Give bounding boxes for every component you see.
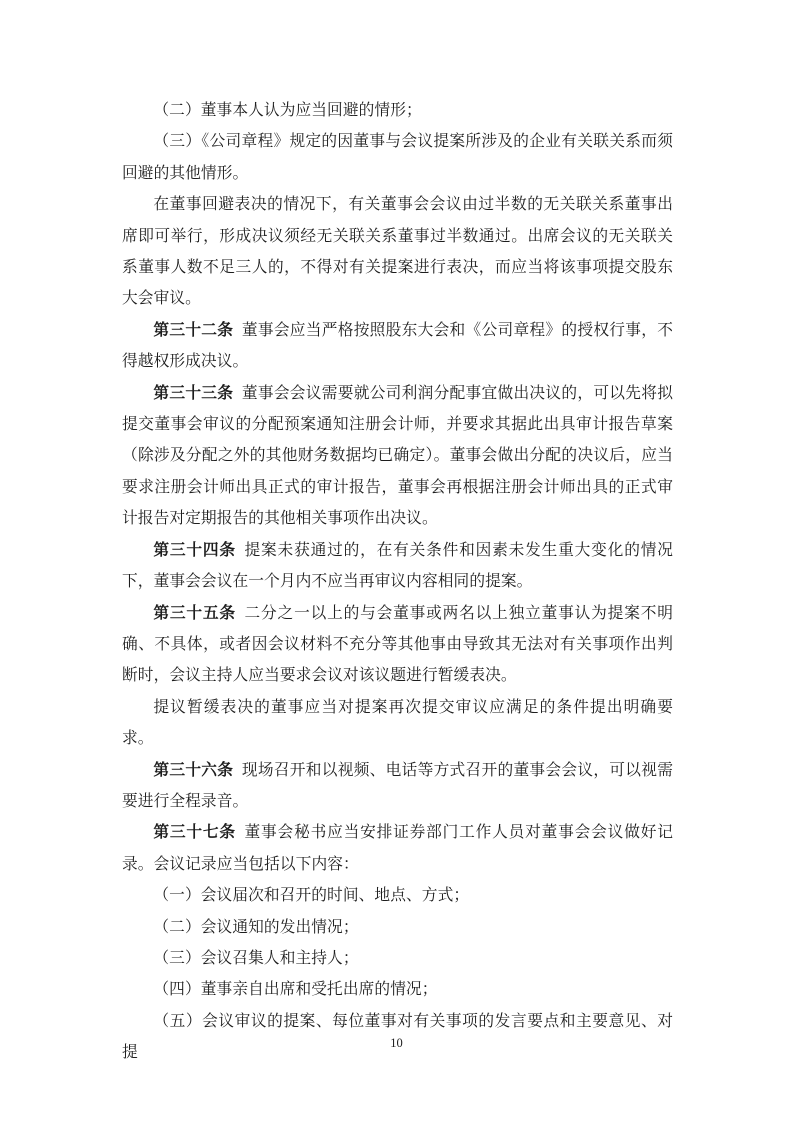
paragraph-text: 现场召开和以视频、电话等方式召开的董事会会议，可以视需要进行全程录音。: [122, 761, 674, 810]
article-number: 第三十四条: [153, 541, 236, 559]
paragraph-text: 二分之一以上的与会董事或两名以上独立董事认为提案不明确、不具体，或者因会议材料不充分等其他事由导致其无法对有关事项作出判断时，会议主持人应当要求会议对该议题进行暂缓表决。: [122, 604, 673, 685]
article-number: 第三十七条: [153, 824, 236, 842]
article-number: 第三十五条: [153, 604, 236, 622]
paragraph-text: 董事会秘书应当安排证券部门工作人员对董事会会议做好记录。会议记录应当包括以下内容：: [122, 824, 673, 873]
paragraph: [122, 535, 673, 598]
paragraph-text: （三）《公司章程》规定的因董事与会议提案所涉及的企业有关联关系而须回避的其他情形。: [122, 133, 673, 182]
paragraph-text: 提案未获通过的，在有关条件和因素未发生重大变化的情况下，董事会会议在一个月内不应当再审议内容相同的提案。: [122, 541, 673, 591]
paragraph-text: （二）董事本人认为应当回避的情形；: [153, 102, 422, 119]
paragraph: [122, 912, 673, 943]
paragraph-text: （一）会议届次和召开的时间、地点、方式；: [153, 887, 470, 905]
paragraph: [122, 189, 673, 315]
paragraph-text: 董事会会议需要就公司利润分配事宜做出决议的，可以先将拟提交董事会审议的分配预案通知注册会计师，并要求其据此出具审计报告草案（除涉及分配之外的其他财务数据均已确定）。董事会做出分配的决议后，应当要求注册会计师出具正式的审计报告，董事会再根据注册会计师出具的正式审计报告对定期报告的其他相关事项作出决议。: [122, 384, 674, 528]
paragraph: [122, 943, 673, 974]
document-body: [122, 95, 673, 1069]
paragraph: [122, 95, 673, 126]
paragraph: [122, 378, 673, 535]
paragraph: [122, 692, 673, 755]
article-number: 第三十二条: [153, 321, 234, 339]
paragraph-text: （三）会议召集人和主持人；: [153, 949, 359, 967]
paragraph-text: （二）会议通知的发出情况；: [153, 918, 359, 936]
paragraph: [122, 126, 673, 189]
paragraph-text: （五）会议审议的提案、每位董事对有关事项的发言要点和主要意见、对提: [122, 1012, 673, 1062]
paragraph: [122, 315, 673, 378]
paragraph: [122, 598, 673, 692]
paragraph-text: （四）董事亲自出席和受托出席的情况；: [153, 981, 438, 999]
paragraph: [122, 817, 673, 880]
paragraph-text: 提议暂缓表决的董事应当对提案再次提交审议应满足的条件提出明确要求。: [122, 698, 673, 748]
paragraph-text: 在董事回避表决的情况下，有关董事会会议由过半数的无关联关系董事出席即可举行，形成决议须经无关联关系董事过半数通过。出席会议的无关联关系董事人数不足三人的，不得对有关提案进行表决，而应当将该事项提交股东大会审议。: [122, 196, 673, 308]
article-number: 第三十三条: [153, 384, 234, 402]
paragraph: [122, 880, 673, 911]
page-number: 10: [390, 1036, 403, 1050]
article-number: 第三十六条: [153, 761, 234, 779]
paragraph-text: 董事会应当严格按照股东大会和《公司章程》的授权行事，不得越权形成决议。: [122, 321, 674, 371]
paragraph: [122, 755, 673, 818]
paragraph: [122, 974, 673, 1005]
